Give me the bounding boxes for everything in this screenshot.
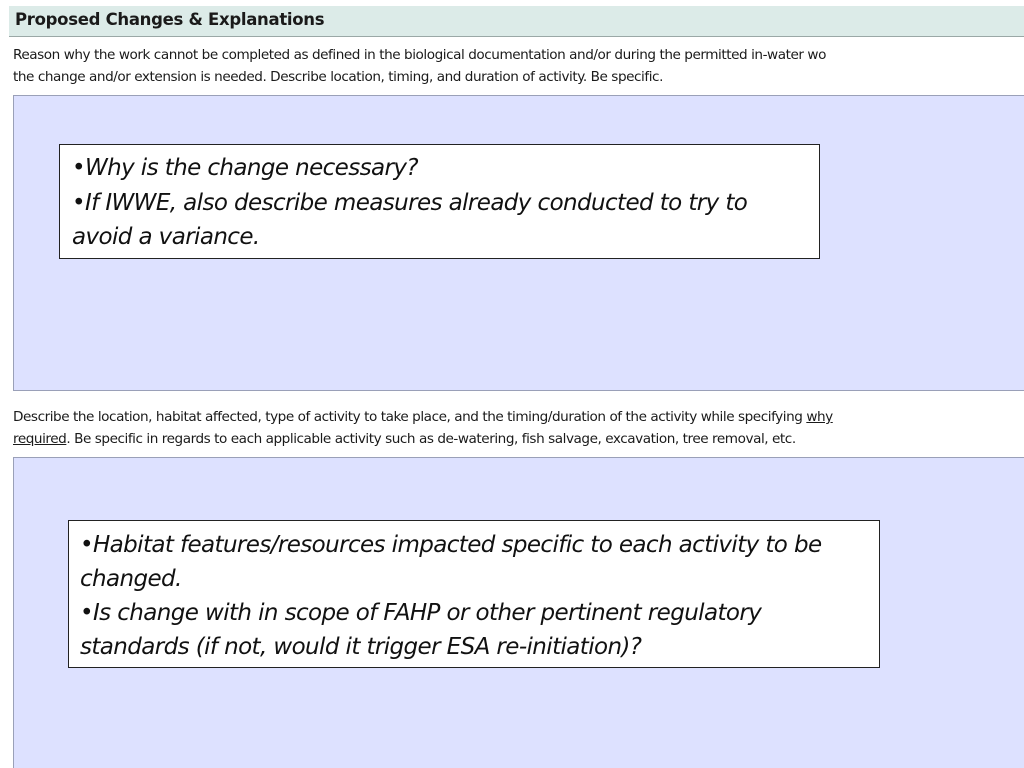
bullet-icon: •: [80, 532, 93, 558]
bullet-icon: •: [72, 189, 85, 216]
callout-2-item-text: Is change with in scope of FAHP or other pertinent regulatory standards (if not, would it trigger ESA re-initiation)?: [80, 600, 762, 660]
callout-box-2: [68, 520, 880, 668]
section-title: Proposed Changes & Explanations: [15, 10, 325, 29]
callout-2-item: [80, 528, 869, 596]
callout-1-item: [72, 151, 809, 186]
bullet-icon: •: [72, 155, 85, 181]
callout-box-1: [59, 144, 820, 259]
question-2-line-1: Describe the location, habitat affected, type of activity to take place, and the timing/duration of the activity while specifying: [13, 409, 807, 425]
callout-2-item-text: Habitat features/resources impacted specific to each activity to be changed.: [80, 532, 822, 592]
callout-2-item: [80, 596, 869, 664]
question-1-instructions: [13, 44, 826, 88]
required-underlined-text: required: [13, 431, 67, 447]
callout-1-item: [72, 186, 809, 255]
question-2-instructions: [13, 406, 833, 450]
question-2-line-2: . Be specific in regards to each applicable activity such as de-watering, fish salvage, excavation, tree removal, etc.: [66, 431, 796, 447]
question-1-line-1: Reason why the work cannot be completed as defined in the biological documentation and/or during the permitted in-water wo: [13, 47, 826, 63]
why-underlined-text: why: [806, 409, 833, 425]
question-1-line-2: the change and/or extension is needed. Describe location, timing, and duration of activity. Be specific.: [13, 69, 663, 85]
callout-1-item-text: Why is the change necessary?: [84, 155, 418, 181]
section-header: [9, 6, 1024, 37]
callout-1-item-text: If IWWE, also describe measures already conducted to try to avoid a variance.: [72, 189, 748, 250]
bullet-icon: •: [80, 600, 93, 626]
